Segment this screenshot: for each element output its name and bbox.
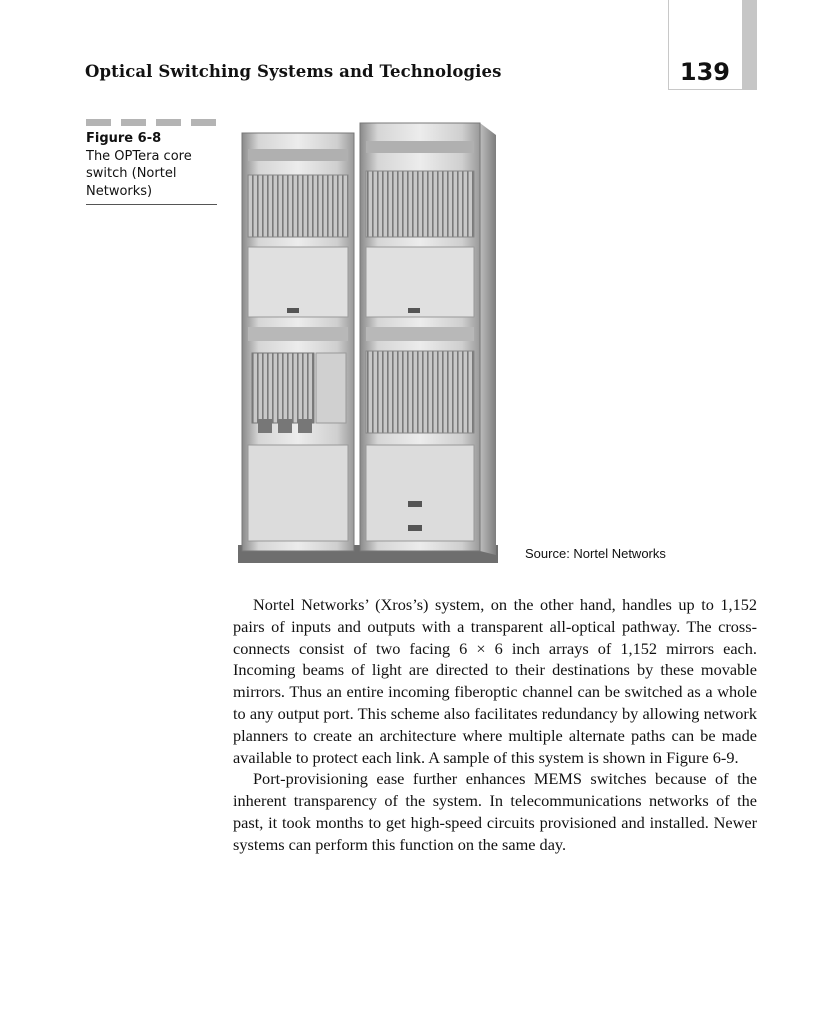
- page-number: 139: [679, 58, 730, 86]
- running-head: Optical Switching Systems and Technologies: [85, 62, 502, 81]
- figure-label: Figure 6-8: [86, 131, 162, 146]
- page-edge-tab: [742, 0, 757, 90]
- body-text: [233, 594, 757, 856]
- figure-dashes: [86, 119, 216, 126]
- page-number-box: [668, 0, 742, 90]
- paragraph: Nortel Networks’ (Xros’s) system, on the other hand, handles up to 1,152 pairs of inputs and outputs with a transparent all-optical pathway. The cross-connects consist of two facing 6 × 6 inch arrays of 1,152 mirrors each. Incoming beams of light are directed to their destinations by these movable mirrors. Thus an entire incoming fiberoptic channel can be switched as a whole to any output port. This scheme also facilitates redundancy by allowing network planners to create an architecture where multiple alternate paths can be made available to protect each link. A sample of this system is shown in Figure 6-9.: [233, 595, 757, 767]
- figure-source: Source: Nortel Networks: [525, 546, 666, 561]
- switch-cabinet-photo: [232, 115, 500, 565]
- paragraph: Port-provisioning ease further enhances MEMS switches because of the inherent transparency of the system. In telecommunications networks of the past, it took months to get high-speed circuits provisioned and installed. Newer systems can perform this function on the same day.: [233, 769, 757, 854]
- figure-title: The OPTera core switch (Nortel Networks): [86, 148, 192, 199]
- figure-caption: [86, 130, 217, 205]
